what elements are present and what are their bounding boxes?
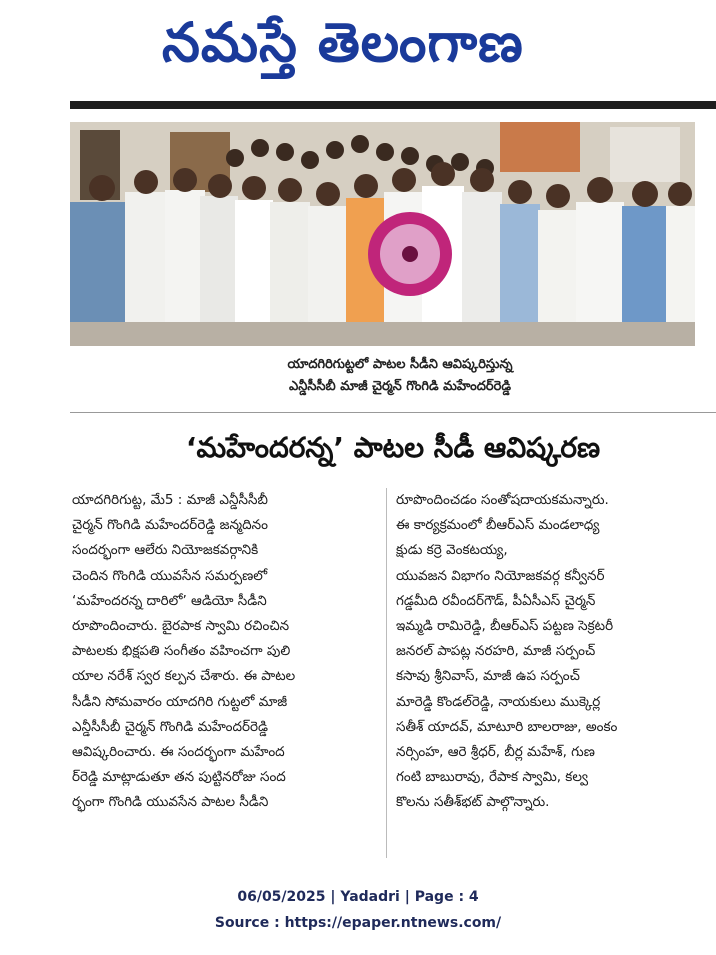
body-line: ఆవిష్కరించారు. ఈ సందర్భంగా మహేంద: [72, 744, 285, 761]
body-line: మారెడ్డి కొండల్‌రెడ్డి, నాయకులు ముక్కెర్ల: [396, 693, 601, 710]
body-line: గంటి బాబురావు, రేపాక స్వామి, కల్వ: [396, 769, 589, 786]
headline-rule: [70, 412, 716, 413]
body-line: యాల నరేశ్ స్వర కల్పన చేశారు. ఈ పాటల: [72, 668, 296, 685]
body-line: కసావు శ్రీనివాస్, మాజీ ఉప సర్పంచ్: [396, 668, 580, 685]
body-line: గడ్డమీది రవీందర్‌గౌడ్, పీఏసీఎస్ చైర్మన్: [396, 592, 596, 609]
body-line: చెందిన గొంగిడి యువసేన సమర్పణలో: [72, 567, 268, 584]
body-line: నర్సింహ, ఆరె శ్రీధర్, బీర్ల మహేశ్, గుణ: [396, 744, 595, 761]
article-column-left: [72, 488, 377, 816]
article-headline: ‘మహేందరన్న’ పాటల సీడీ ఆవిష్కరణ: [185, 431, 601, 464]
body-line: ర్భంగా గొంగిడి యువసేన పాటల సీడీని: [72, 794, 269, 811]
body-line: యాదగిరిగుట్ట, మే5 : మాజీ ఎన్డీసీసీబీ: [72, 492, 268, 508]
article-column-right: [396, 488, 696, 816]
masthead: [70, 0, 716, 110]
photo-caption: [190, 354, 610, 398]
body-line: చైర్మన్ గొంగిడి మహేందర్‌రెడ్డి జన్మదినం: [72, 517, 268, 534]
body-line: క్షుడు కర్రె వెంకటయ్య,: [396, 542, 508, 559]
body-line: జనరల్ పాపట్ల నరహరి, మాజీ సర్పంచ్: [396, 643, 596, 660]
masthead-title: నమస్తే తెలంగాణ: [162, 11, 524, 74]
body-line: ఈ కార్యక్రమంలో బీఆర్ఎస్ మండలాధ్య: [396, 517, 600, 534]
footer-date-edition: 06/05/2025 | Yadadri | Page : 4: [237, 889, 479, 905]
body-line: ర్‌రెడ్డి మాట్లాడుతూ తన పుట్టినరోజు సంద: [72, 769, 286, 786]
news-photo-illustration: [70, 122, 695, 346]
news-photo: [70, 122, 695, 346]
body-line: సీడీని సోమవారం యాదగిరి గుట్టలో మాజీ: [72, 693, 288, 710]
body-line: రూపొందించడం సంతోషదాయకమన్నారు.: [396, 492, 609, 508]
body-line: సందర్భంగా ఆలేరు నియోజకవర్గానికి: [72, 542, 259, 559]
column-divider: [386, 488, 387, 858]
masthead-rule: [70, 101, 716, 109]
body-line: సతీశ్ యాదవ్, మాటూరి బాలరాజు, అంకం: [396, 718, 618, 735]
body-line: ఇమ్మడి రామిరెడ్డి, బీఆర్ఎస్ పట్టణ సెక్రటరీ: [396, 618, 614, 635]
body-line: రూపొందించారు. బైరపాక స్వామి రచించిన: [72, 618, 290, 635]
body-line: ‘మహేందరన్న దారిలో’ ఆడియో సీడీని: [72, 592, 267, 609]
caption-line: ఎన్డీసీసీబీ మాజీ చైర్మన్ గొంగిడి మహేందర్‌రెడ్డి: [289, 379, 511, 394]
footer-source: Source : https://epaper.ntnews.com/: [214, 915, 502, 931]
body-line: యువజన విభాగం నియోజకవర్గ కన్వీనర్: [396, 567, 605, 584]
caption-line: యాదగిరిగుట్టలో పాటల సీడీని ఆవిష్కరిస్తున్న: [287, 357, 513, 372]
body-line: పాటలకు భిక్షపతి సంగీతం వహించగా పులి: [72, 643, 291, 660]
body-line: ఎన్డీసీసీబీ చైర్మన్ గొంగిడి మహేందర్‌రెడ్డి: [72, 718, 269, 735]
body-line: కొలను సతీశ్‌భట్ పాల్గొన్నారు.: [396, 794, 550, 811]
